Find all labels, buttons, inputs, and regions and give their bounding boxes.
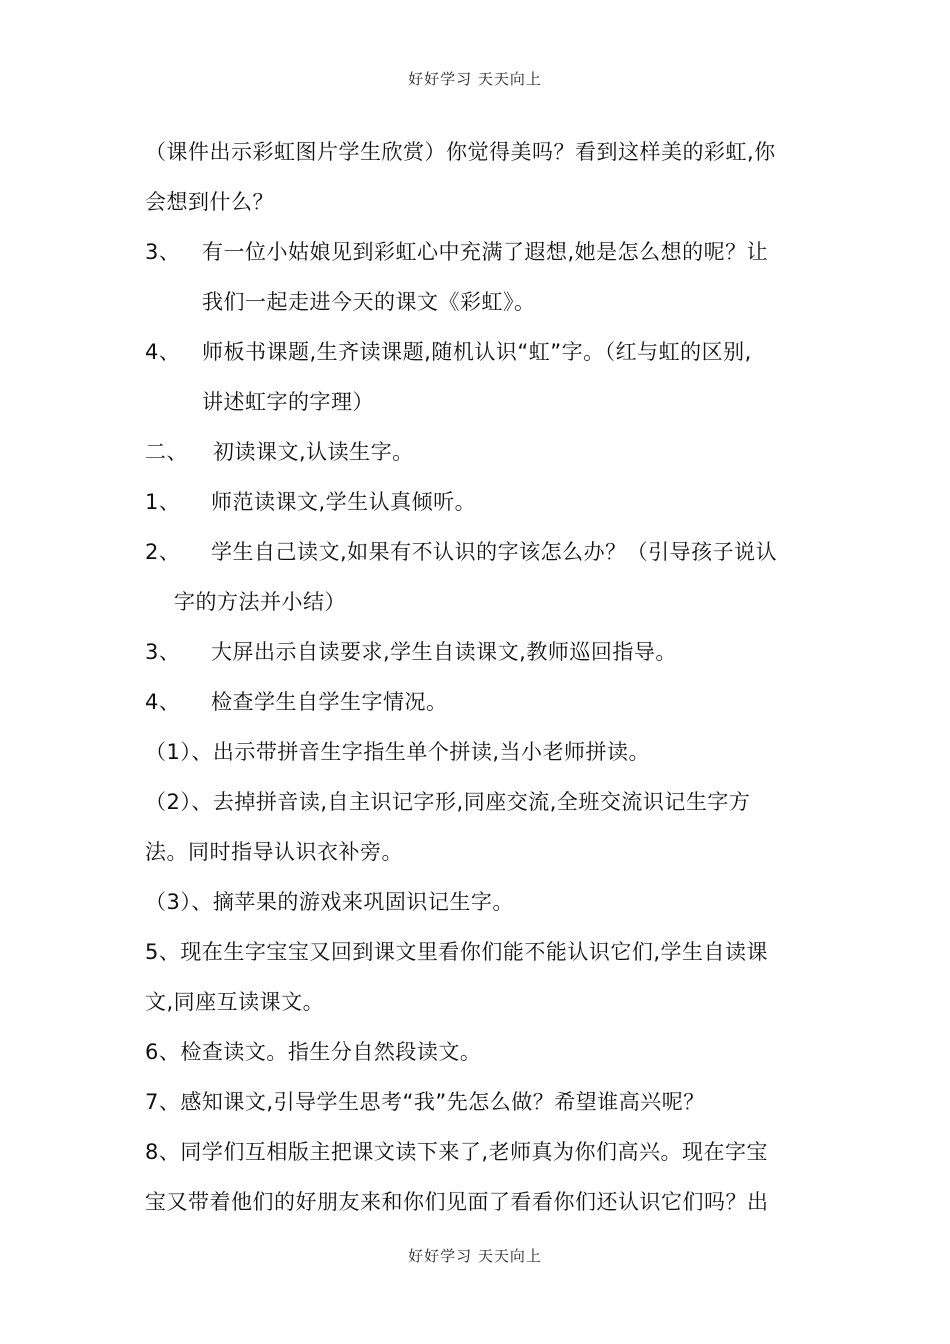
text-line (145, 788, 750, 816)
line-text: 会想到什么？ (145, 190, 274, 214)
list-number: 3、 (145, 240, 181, 264)
list-number: 4、 (145, 690, 181, 714)
line-text: 7、感知课文,引导学生思考“我”先怎么做？希望谁高兴呢？ (145, 1090, 705, 1114)
list-number: 4、 (145, 340, 181, 364)
line-text: 讲述虹字的字理） (202, 390, 374, 414)
list-item (145, 638, 677, 666)
text-line (145, 1188, 769, 1216)
line-text: 6、检查读文。指生分自然段读文。 (145, 1040, 482, 1064)
line-text: （3）、摘苹果的游戏来巩固识记生字。 (145, 890, 514, 914)
section-number: 二、 (145, 440, 188, 464)
line-text: 字的方法并小结） (174, 590, 346, 614)
text-line (145, 988, 324, 1016)
text-line (145, 938, 768, 966)
line-text: 大屏出示自读要求,学生自读课文,教师巡回指导。 (211, 640, 677, 664)
line-text: 学生自己读文,如果有不认识的字该怎么办？（引导孩子说认 (211, 540, 778, 564)
text-line (145, 188, 274, 216)
list-item (145, 238, 768, 266)
line-text: 5、现在生字宝宝又回到课文里看你们能不能认识它们,学生自读课 (145, 940, 769, 964)
line-text: 有一位小姑娘见到彩虹心中充满了遐想,她是怎么想的呢？让 (202, 240, 769, 264)
list-item (145, 338, 752, 366)
line-text: 我们一起走进今天的课文《彩虹》。 (202, 290, 536, 314)
line-text: （2）、去掉拼音读,自主识记字形,同座交流,全班交流识记生字方 (145, 790, 751, 814)
line-text: 师范读课文,学生认真倾听。 (211, 490, 477, 514)
line-text: 8、同学们互相版主把课文读下来了,老师真为你们高兴。现在字宝 (145, 1140, 769, 1164)
text-line (145, 738, 650, 766)
text-line (145, 1138, 768, 1166)
text-line (145, 888, 514, 916)
line-text: 宝又带着他们的好朋友来和你们见面了看看你们还认识它们吗？出 (145, 1190, 769, 1214)
text-line (174, 588, 346, 616)
line-text: （1）、出示带拼音生字指生单个拼读,当小老师拼读。 (145, 740, 651, 764)
text-line (145, 138, 776, 166)
list-number: 2、 (145, 540, 181, 564)
line-text: （课件出示彩虹图片学生欣赏）你觉得美吗？看到这样美的彩虹,你 (145, 140, 776, 164)
page-footer: 好好学习 天天向上 (408, 1247, 542, 1265)
text-line (202, 388, 374, 416)
line-text: 师板书课题,生齐读课题,随机认识“虹”字。（红与虹的区别, (202, 340, 752, 364)
section-heading (145, 438, 414, 466)
text-line (145, 1038, 481, 1066)
line-text: 法。同时指导认识衣补旁。 (145, 840, 403, 864)
list-item (145, 538, 777, 566)
list-item (145, 488, 476, 516)
line-text: 初读课文,认读生字。 (213, 440, 414, 464)
list-number: 1、 (145, 490, 181, 514)
line-text: 文,同座互读课文。 (145, 990, 325, 1014)
list-number: 3、 (145, 640, 181, 664)
text-line (145, 838, 403, 866)
list-item (145, 688, 448, 716)
page-header: 好好学习 天天向上 (408, 70, 542, 88)
text-line (145, 1088, 705, 1116)
text-line (202, 288, 536, 316)
line-text: 检查学生自学生字情况。 (211, 690, 448, 714)
